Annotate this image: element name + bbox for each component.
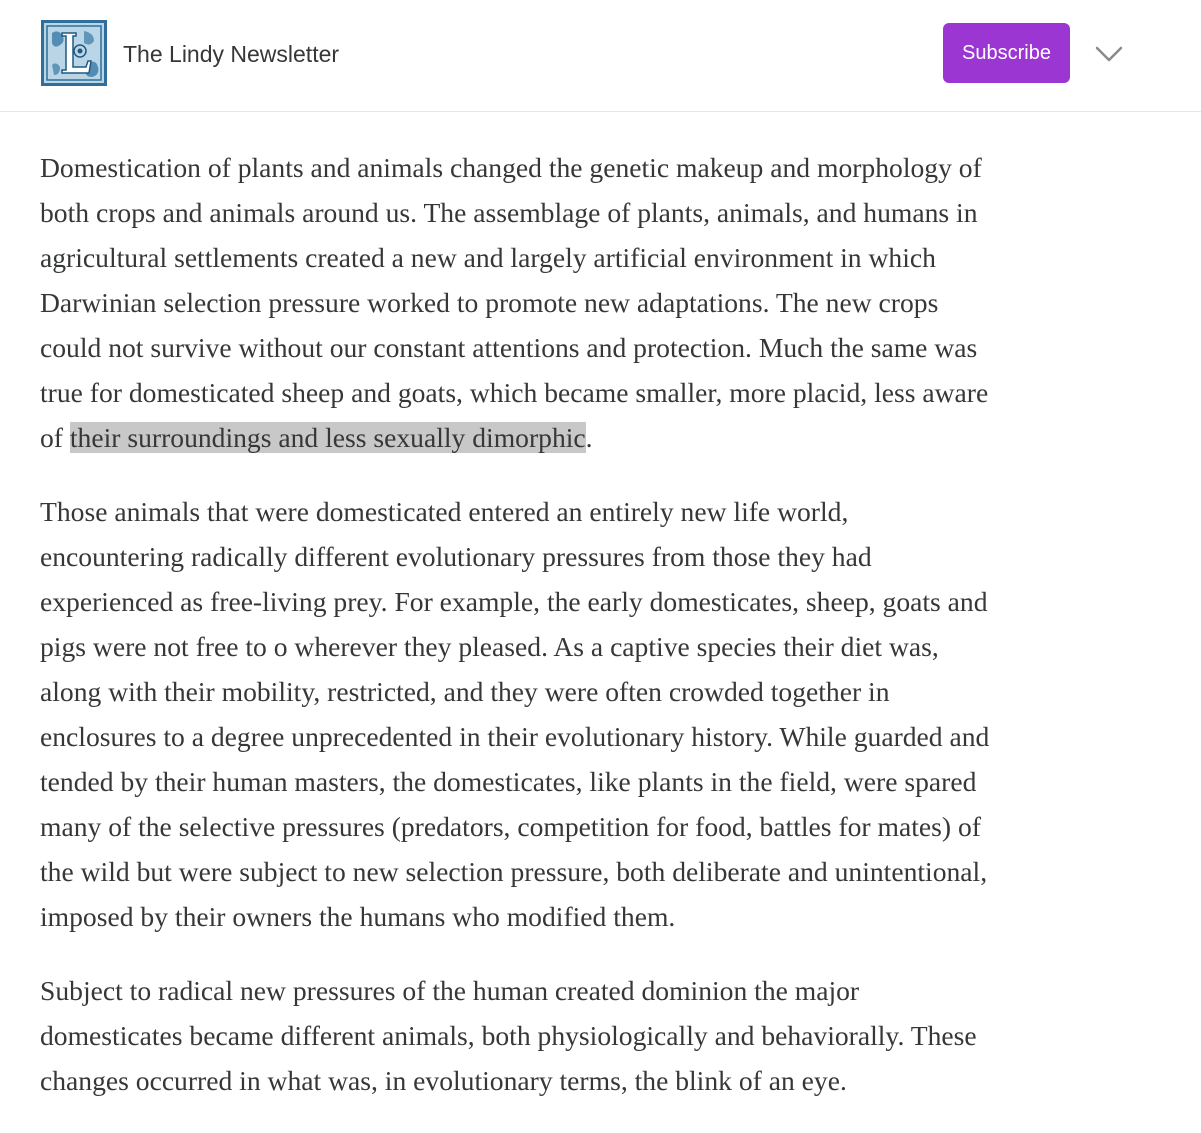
paragraph-line: experienced as free-living prey. For example, the early domesticates, sheep, goats and (40, 586, 988, 617)
paragraph-line: agricultural settlements created a new and largely artificial environment in which (40, 242, 936, 273)
paragraph-line: many of the selective pressures (predators, competition for food, battles for mates) of (40, 811, 981, 842)
paragraph-line-suffix: . (585, 422, 593, 453)
publication-name[interactable]: The Lindy Newsletter (123, 41, 340, 67)
paragraph-line: Those animals that were domesticated entered an entirely new life world, (40, 496, 849, 527)
paragraph-line: enclosures to a degree unprecedented in their evolutionary history. While guarded and (40, 721, 990, 752)
article-paragraph-3 (40, 968, 1160, 1103)
article-paragraph-1 (40, 145, 1160, 460)
paragraph-line: along with their mobility, restricted, and they were often crowded together in (40, 676, 890, 707)
paragraph-line: both crops and animals around us. The assemblage of plants, animals, and humans in (40, 197, 978, 228)
paragraph-line: encountering radically different evolutionary pressures from those they had (40, 541, 872, 572)
top-navigation-bar (0, 0, 1201, 112)
illuminated-letter-icon (44, 23, 104, 83)
article-body (40, 145, 1160, 1103)
paragraph-line: true for domesticated sheep and goats, which became smaller, more placid, less aware (40, 377, 989, 408)
chevron-down-icon[interactable] (1094, 41, 1124, 69)
paragraph-line: could not survive without our constant attentions and protection. Much the same was (40, 332, 978, 363)
paragraph-line: domesticates became different animals, both physiologically and behaviorally. These (40, 1020, 977, 1051)
paragraph-line: pigs were not free to o wherever they pleased. As a captive species their diet was, (40, 631, 939, 662)
highlighted-text-selection[interactable]: their surroundings and less sexually dimorphic (69, 422, 586, 453)
paragraph-line: tended by their human masters, the domesticates, like plants in the field, were spared (40, 766, 977, 797)
paragraph-line: Darwinian selection pressure worked to promote new adaptations. The new crops (40, 287, 939, 318)
paragraph-line: Subject to radical new pressures of the human created dominion the major (40, 975, 860, 1006)
publication-logo-icon[interactable] (41, 20, 107, 86)
paragraph-line-prefix: of (40, 422, 70, 453)
subscribe-button[interactable]: Subscribe (943, 23, 1070, 83)
paragraph-line: imposed by their owners the humans who modified them. (40, 901, 676, 932)
article-paragraph-2 (40, 489, 1160, 939)
paragraph-line: Domestication of plants and animals changed the genetic makeup and morphology of (40, 152, 982, 183)
paragraph-line: the wild but were subject to new selection pressure, both deliberate and unintentional, (40, 856, 988, 887)
paragraph-line: changes occurred in what was, in evolutionary terms, the blink of an eye. (40, 1065, 847, 1096)
